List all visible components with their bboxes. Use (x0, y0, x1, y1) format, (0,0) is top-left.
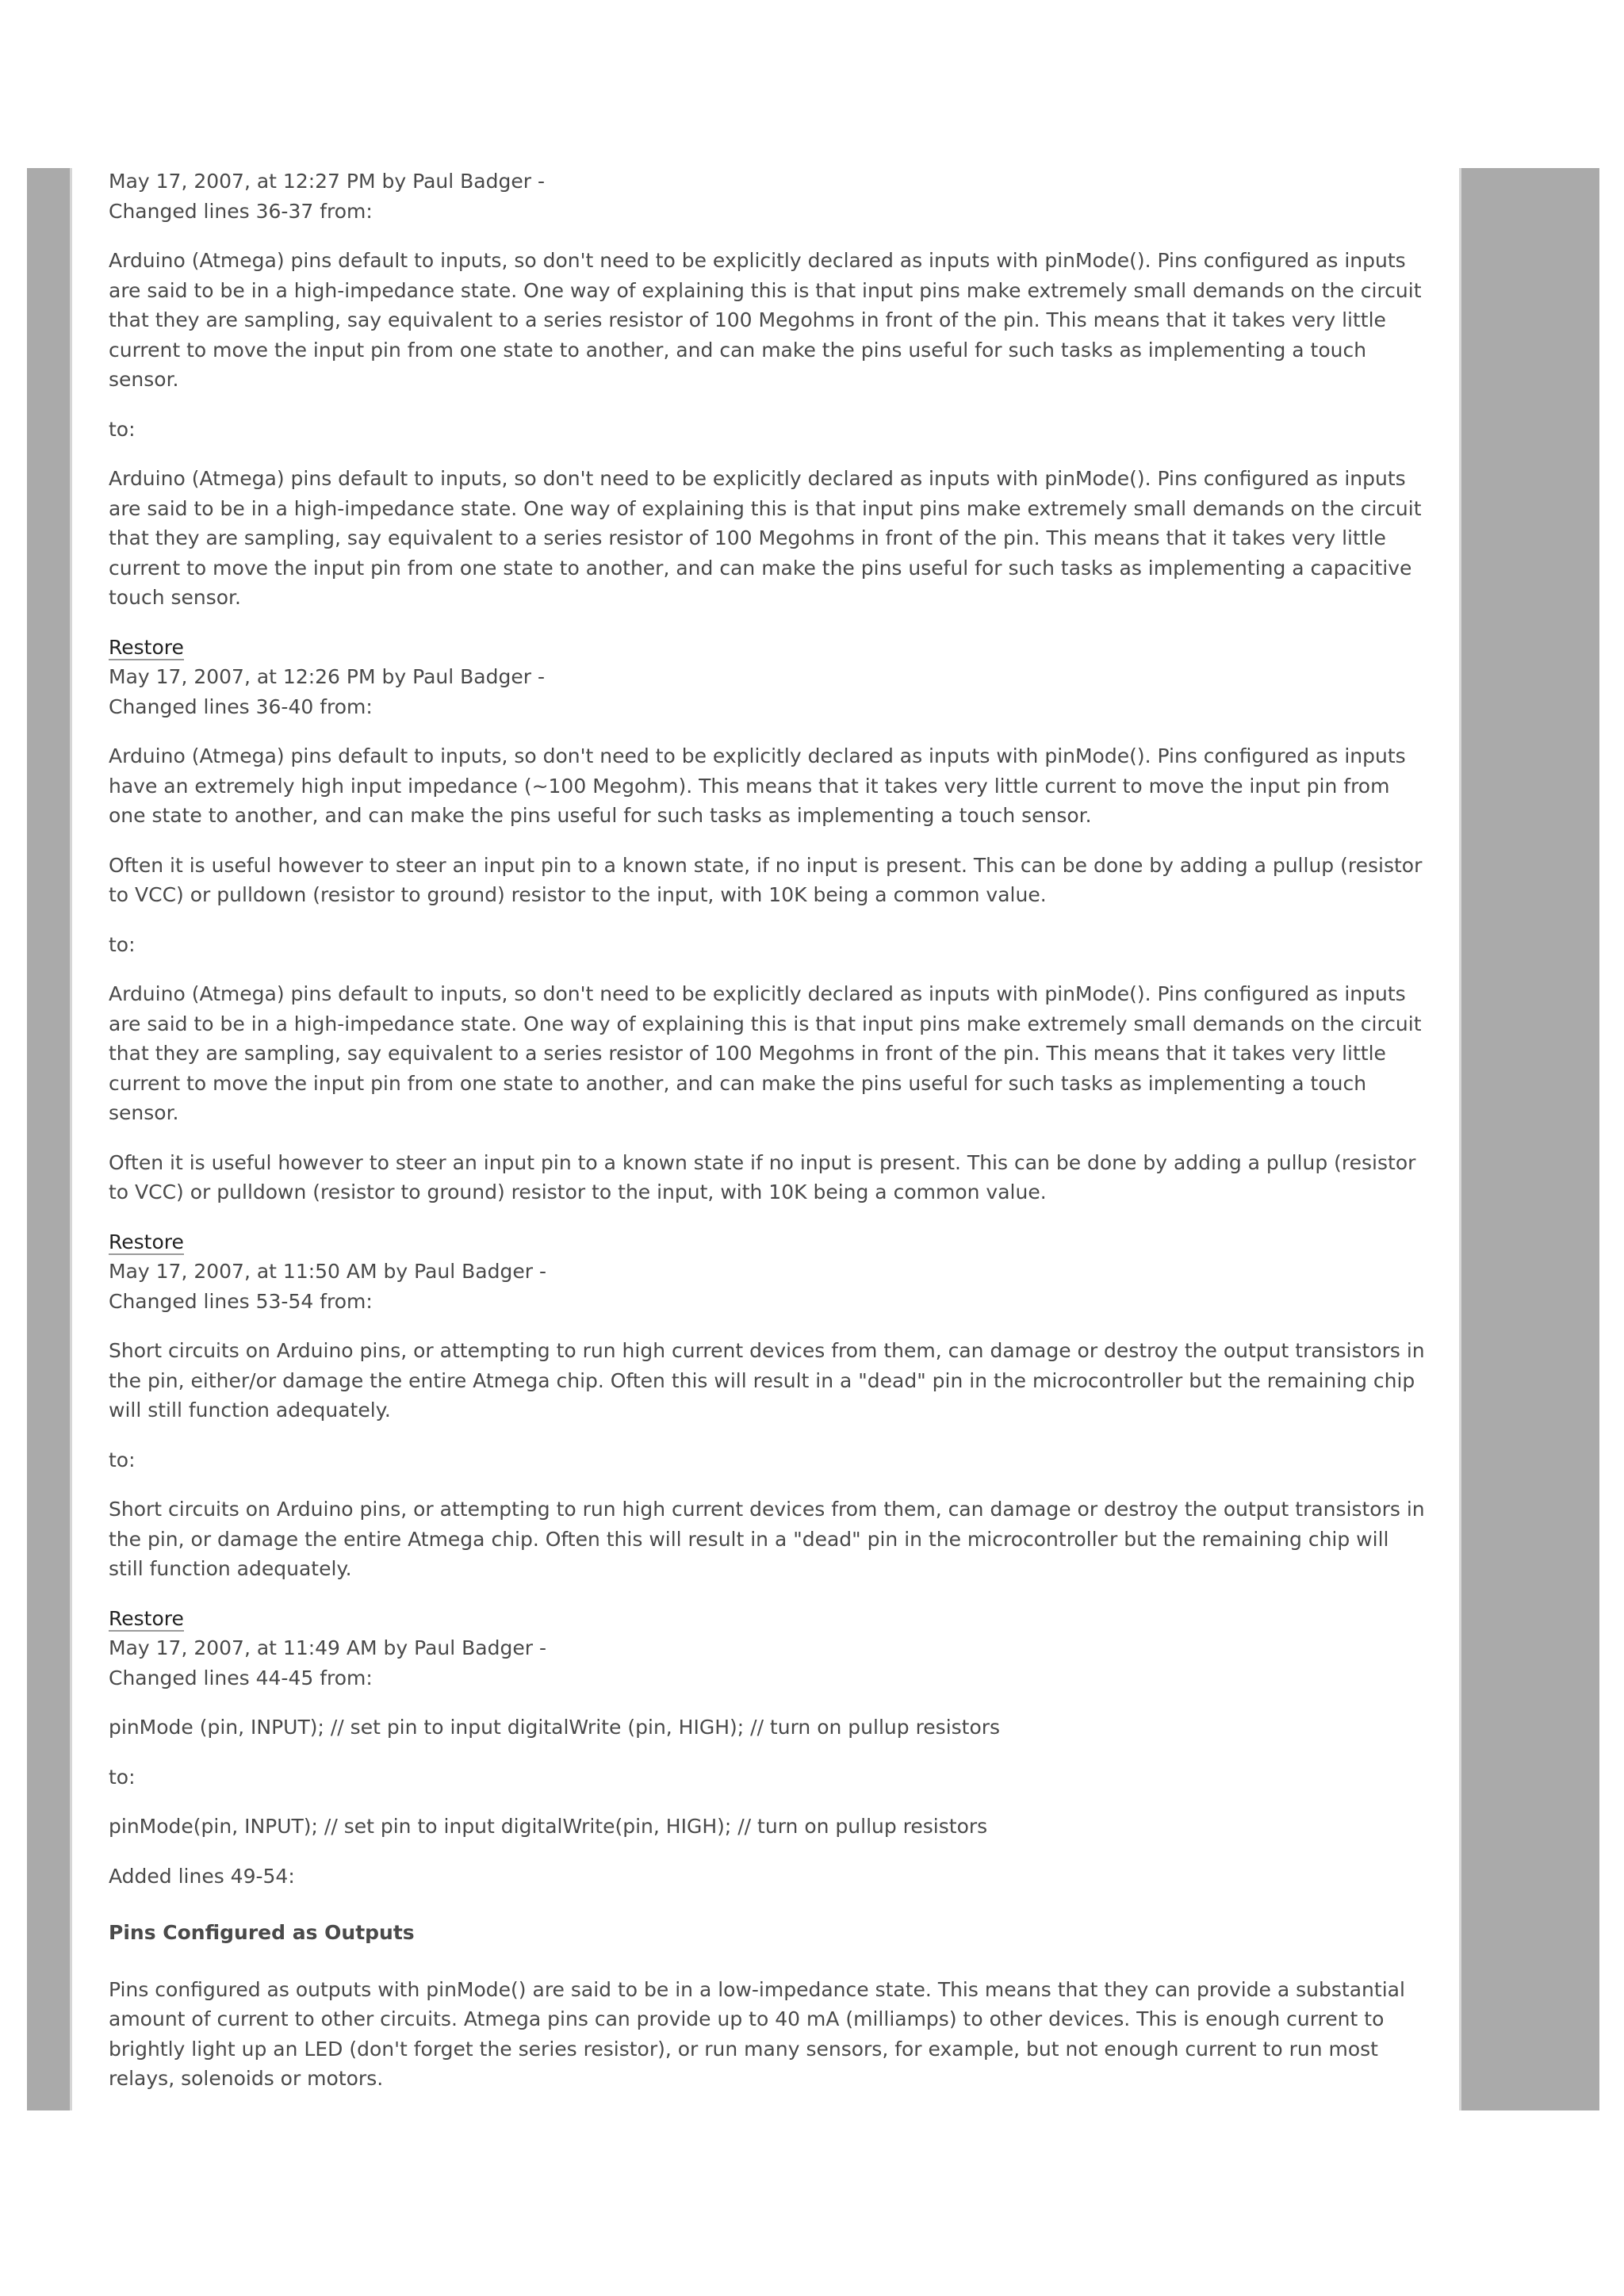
to-text: Short circuits on Arduino pins, or attempting to run high current devices from them, can damage or destroy the output transistors in the pin, or damage the entire Atmega chip. Often this will result in a "dead" pin in the microcontroller but the remaining chip will still function adequately. (109, 1498, 1425, 1580)
history-entry (109, 166, 1425, 613)
to-text: Arduino (Atmega) pins default to inputs, so don't need to be explicitly declared as inputs with pinMode(). Pins configured as inputs are said to be in a high-impedance state. One way of explaining this is that input pins make extremely small demands on the circuit that they are sampling, say equivalent to a series resistor of 100 Megohms in front of the pin. This means that it takes very little current to move the input pin from one state to another, and can make the pins useful for such tasks as implementing a touch sensor. (109, 982, 1422, 1124)
from-text: Arduino (Atmega) pins default to inputs, so don't need to be explicitly declared as inputs with pinMode(). Pins configured as inputs have an extremely high input impedance (~100 Megohm). This means that it takes very little current to move the input pin from one state to another, and can make the pins useful for such tasks as implementing a touch sensor. (109, 744, 1406, 827)
restore-link[interactable]: Restore (109, 635, 184, 659)
entry-date-line: May 17, 2007, at 12:26 PM by Paul Badger - (109, 665, 545, 688)
from-text: Short circuits on Arduino pins, or attempting to run high current devices from them, can damage or destroy the output transistors in the pin, either/or damage the entire Atmega chip. Often this will result in a "dead" pin in the microcontroller but the remaining chip will still function adequately. (109, 1339, 1425, 1422)
from-text: Often it is useful however to steer an input pin to a known state, if no input is present. This can be done by adding a pullup (resistor to VCC) or pulldown (resistor to ground) resistor to the input, with 10K being a common value. (109, 853, 1423, 906)
left-sidebar-bar (27, 168, 72, 2110)
entry-changed-line: Changed lines 53-54 from: (109, 1289, 373, 1313)
to-label: to: (109, 1765, 136, 1789)
restore-link[interactable]: Restore (109, 1230, 184, 1253)
entry-changed-line: Changed lines 36-40 from: (109, 695, 373, 718)
entry-changed-line: Changed lines 36-37 from: (109, 199, 373, 223)
right-sidebar-bar (1459, 168, 1599, 2110)
to-label: to: (109, 1448, 136, 1471)
added-lines-label: Added lines 49-54: (109, 1864, 295, 1888)
section-heading: Pins Configured as Outputs (109, 1921, 415, 1944)
restore-link[interactable]: Restore (109, 1606, 184, 1630)
to-label: to: (109, 932, 136, 956)
entry-date-line: May 17, 2007, at 11:50 AM by Paul Badger - (109, 1260, 546, 1283)
history-entry (109, 633, 1425, 1207)
to-label: to: (109, 417, 136, 441)
added-text: Pins configured as outputs with pinMode() are said to be in a low-impedance state. This means that they can provide a substantial amount of current to other circuits. Atmega pins can provide up to 40 mA (milliamps) to other devices. This is enough current to brightly light up an LED (don't forget the series resistor), or run many sensors, for example, but not enough current to run most relays, solenoids or motors. (109, 1977, 1405, 2090)
to-text: Often it is useful however to steer an input pin to a known state if no input is present. This can be done by adding a pullup (resistor to VCC) or pulldown (resistor to ground) resistor to the input, with 10K being a common value. (109, 1150, 1416, 1203)
history-entry (109, 1227, 1425, 1584)
entry-date-line: May 17, 2007, at 11:49 AM by Paul Badger - (109, 1636, 546, 1659)
from-text: Arduino (Atmega) pins default to inputs, so don't need to be explicitly declared as inputs with pinMode(). Pins configured as inputs are said to be in a high-impedance state. One way of explaining this is that input pins make extremely small demands on the circuit that they are sampling, say equivalent to a series resistor of 100 Megohms in front of the pin. This means that it takes very little current to move the input pin from one state to another, and can make the pins useful for such tasks as implementing a touch sensor. (109, 249, 1422, 391)
to-text: Arduino (Atmega) pins default to inputs, so don't need to be explicitly declared as inputs with pinMode(). Pins configured as inputs are said to be in a high-impedance state. One way of explaining this is that input pins make extremely small demands on the circuit that they are sampling, say equivalent to a series resistor of 100 Megohms in front of the pin. This means that it takes very little current to move the input pin from one state to another, and can make the pins useful for such tasks as implementing a capacitive touch sensor. (109, 467, 1422, 609)
entry-changed-line: Changed lines 44-45 from: (109, 1666, 373, 1689)
to-text: pinMode(pin, INPUT); // set pin to input digitalWrite(pin, HIGH); // turn on pullup resistors (109, 1815, 988, 1838)
from-text: pinMode (pin, INPUT); // set pin to input digitalWrite (pin, HIGH); // turn on pullup resistors (109, 1716, 1001, 1739)
history-entry (109, 1604, 1425, 2094)
entry-date-line: May 17, 2007, at 12:27 PM by Paul Badger - (109, 170, 545, 193)
page-history-content (109, 166, 1425, 2114)
